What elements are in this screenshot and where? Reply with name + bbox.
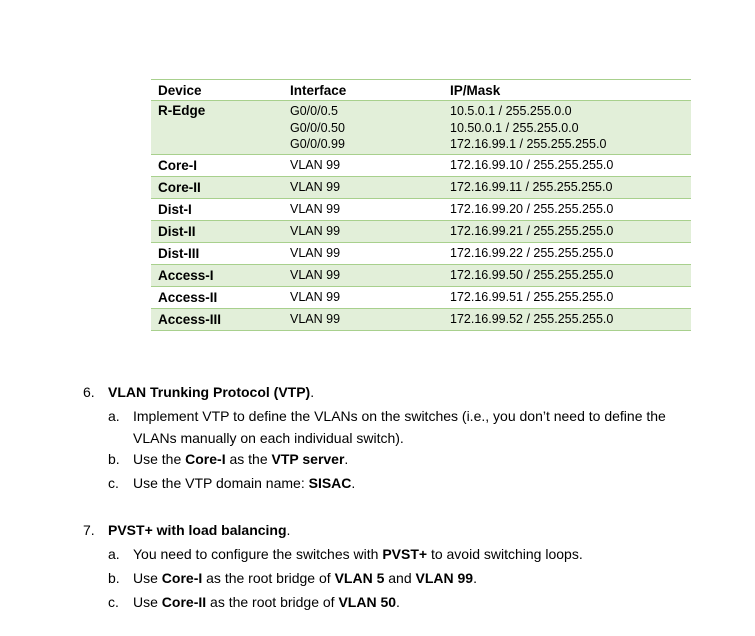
ip-cell: 172.16.99.21 / 255.255.255.0 (443, 220, 691, 242)
item-letter: a. (108, 408, 120, 424)
device-cell: Dist-III (151, 242, 283, 264)
header-device: Device (151, 80, 283, 101)
ip-address-table (151, 79, 691, 331)
device-cell: Access-II (151, 286, 283, 308)
text-run: Use the (133, 451, 186, 467)
section-title (108, 522, 290, 538)
device-cell: Core-II (151, 176, 283, 198)
interface-cell: VLAN 99 (283, 286, 443, 308)
text-run: as the root bridge of (206, 594, 339, 610)
section-title-suffix: . (310, 384, 315, 400)
bold-run: VTP server (271, 451, 345, 467)
item-text (133, 546, 703, 562)
header-ip-mask: IP/Mask (443, 80, 691, 101)
text-run: as the (225, 451, 272, 467)
item-text (133, 570, 703, 586)
ip-cell: 172.16.99.51 / 255.255.255.0 (443, 286, 691, 308)
text-run: to avoid switching loops. (427, 546, 583, 562)
device-cell: R-Edge (151, 101, 283, 155)
device-cell: Dist-I (151, 198, 283, 220)
section-title-suffix: . (286, 522, 291, 538)
table-row (151, 198, 691, 220)
text-run: Use the VTP domain name: (133, 475, 309, 491)
ip-line: 10.5.0.1 / 255.255.0.0 (450, 104, 572, 118)
item-letter: c. (108, 594, 119, 610)
interface-cell: VLAN 99 (283, 198, 443, 220)
ip-line: 10.50.0.1 / 255.255.0.0 (450, 120, 579, 135)
ip-line: 172.16.99.1 / 255.255.255.0 (450, 137, 607, 151)
interface-cell: VLAN 99 (283, 308, 443, 330)
interface-cell: VLAN 99 (283, 154, 443, 176)
interface-cell (283, 101, 443, 155)
interface-cell: VLAN 99 (283, 264, 443, 286)
item-text (133, 451, 703, 467)
text-run: as the root bridge of (202, 570, 335, 586)
interface-line: G0/0/0.99 (290, 137, 345, 151)
section-title (108, 384, 314, 400)
device-cell: Access-I (151, 264, 283, 286)
text-run: You need to configure the switches with (133, 546, 383, 562)
table-row (151, 220, 691, 242)
text-run: Use (133, 594, 162, 610)
ip-cell: 172.16.99.20 / 255.255.255.0 (443, 198, 691, 220)
section-title-text: VLAN Trunking Protocol (VTP) (108, 384, 311, 400)
bold-run: SISAC (308, 475, 352, 491)
bold-run: VLAN 99 (415, 570, 474, 586)
interface-line: G0/0/0.5 (290, 104, 338, 118)
item-letter: b. (108, 451, 120, 467)
item-text: Implement VTP to define the VLANs on the switches (i.e., you don’t need to define the VLANs manually on each individual switch). (133, 408, 666, 446)
ip-cell: 172.16.99.52 / 255.255.255.0 (443, 308, 691, 330)
text-run: Use (133, 570, 162, 586)
header-interface: Interface (283, 80, 443, 101)
table-row (151, 154, 691, 176)
item-letter: c. (108, 475, 119, 491)
bold-run: VLAN 5 (334, 570, 385, 586)
bold-run: VLAN 50 (338, 594, 397, 610)
ip-cell: 172.16.99.10 / 255.255.255.0 (443, 154, 691, 176)
table-header-row (151, 80, 691, 101)
bold-run: Core-I (185, 451, 226, 467)
ip-cell: 172.16.99.11 / 255.255.255.0 (443, 176, 691, 198)
ip-cell: 172.16.99.50 / 255.255.255.0 (443, 264, 691, 286)
text-run: and (384, 570, 416, 586)
interface-cell: VLAN 99 (283, 220, 443, 242)
bold-run: Core-I (161, 570, 203, 586)
device-cell: Core-I (151, 154, 283, 176)
item-letter: b. (108, 570, 120, 586)
device-cell: Access-III (151, 308, 283, 330)
interface-line: G0/0/0.50 (290, 120, 345, 135)
table-row (151, 101, 691, 155)
section-number: 6. (83, 384, 95, 400)
text-run: . (396, 594, 400, 610)
item-text (133, 594, 703, 610)
item-text (133, 475, 703, 491)
interface-cell: VLAN 99 (283, 242, 443, 264)
section-title-text: PVST+ with load balancing (108, 522, 287, 538)
text-run: . (473, 570, 477, 586)
device-cell: Dist-II (151, 220, 283, 242)
ip-cell (443, 101, 691, 155)
table-row (151, 286, 691, 308)
bold-run: PVST+ (382, 546, 428, 562)
text-run: . (351, 475, 356, 491)
table-row (151, 308, 691, 330)
bold-run: Core-II (161, 594, 207, 610)
section-number: 7. (83, 522, 95, 538)
ip-cell: 172.16.99.22 / 255.255.255.0 (443, 242, 691, 264)
text-run: . (344, 451, 349, 467)
interface-cell: VLAN 99 (283, 176, 443, 198)
table-row (151, 176, 691, 198)
item-letter: a. (108, 546, 120, 562)
table-row (151, 264, 691, 286)
table-row (151, 242, 691, 264)
